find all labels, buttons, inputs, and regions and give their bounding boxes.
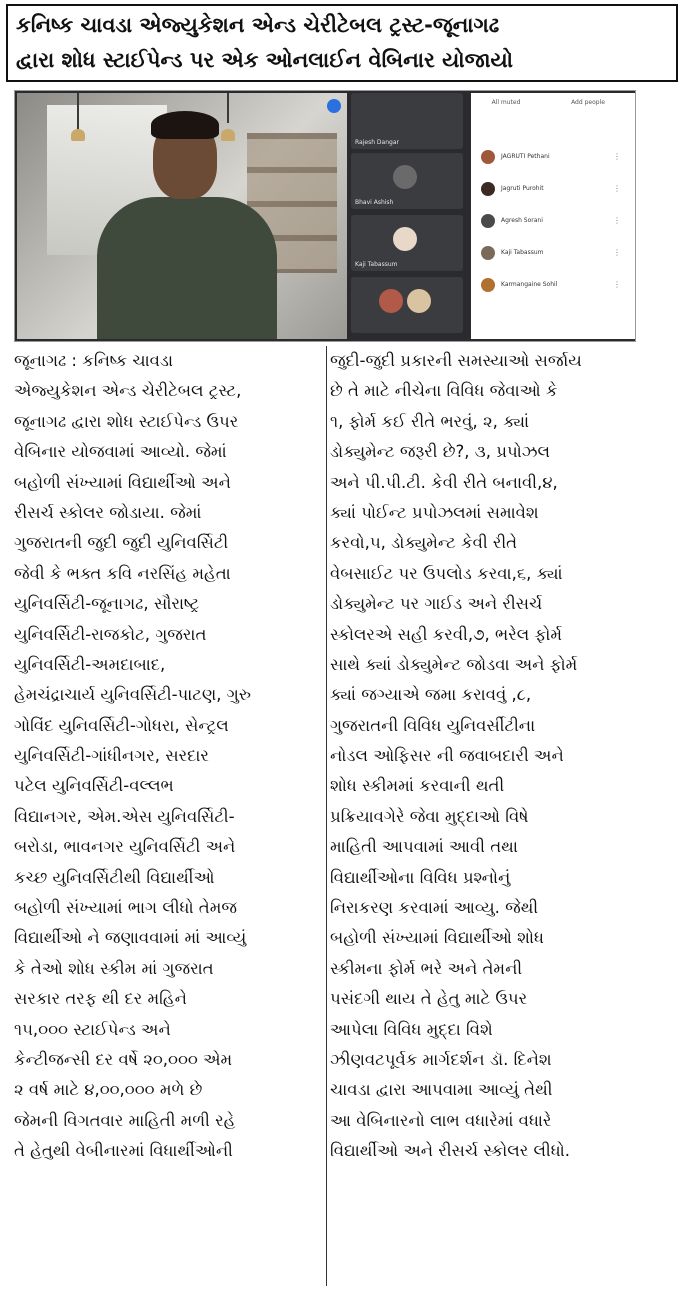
article-line: કેન્ટીજન્સી દર વર્ષે ૨૦,૦૦૦ એમ [14,1049,233,1069]
article-line: યુનિવર્સિટી-અમદાબાદ, [14,654,166,674]
article-line: કચ્છ યુનિવર્સિટીથી વિદ્યાર્થીઓ [14,867,215,887]
participant-tiles [351,93,469,339]
article-line: ૨ વર્ષ માટે ૪,૦૦,૦૦૦ મળે છે [14,1080,203,1100]
participants-panel [471,93,635,339]
participant-row [477,147,627,169]
article-line: જેમની વિગતવાર માહિતી મળી રહે [14,1110,236,1130]
participant-tile [351,93,463,149]
article-line: કરવો,૫, ડોક્યુમેન્ટ કેવી રીતે [330,533,518,553]
participant-row [477,179,627,201]
article-line: વિદ્યાર્થીઓના વિવિધ પ્રશ્નોનું [330,867,511,887]
avatar [481,182,495,196]
article-line: સ્કોલરએ સહી કરવી,૭, ભરેલ ફોર્મ [330,624,563,644]
article-line: જેવી કે ભક્ત કવિ નરસિંહ મહેતા [14,563,231,583]
article-line: વિદ્યાનગર, એમ.એસ યુનિવર્સિટી- [14,806,235,826]
headline-line-1: કનિષ્ક ચાવડા એજ્યુકેશન એન્ડ ચેરીટેબલ ટ્રસ્ટ-જૂનાગઢ [16,13,500,37]
article-line: યુનિવર્સિટી-રાજકોટ, ગુજરાત [14,624,207,644]
article-line: જૂનાગઢ દ્વારા શોધ સ્ટાઈપેન્ડ ઉપર [14,411,239,431]
article-line: જુદી-જુદી પ્રકારની સમસ્યાઓ સર્જાય [330,351,582,370]
article-line: એજ્યુકેશન એન્ડ ચેરીટેબલ ટ્રસ્ટ, [14,381,242,401]
participant-row [477,275,627,297]
article-line: ગુજરાતની જુદી જુદી યુનિવર્સિટી [14,533,229,553]
headline-line-2: દ્વારા શોધ સ્ટાઈપેન્ડ પર એક ઓનલાઈન વેબિનાર યોજાયો [16,48,513,72]
article-line: કે તેઓ શોધ સ્કીમ માં ગુજરાત [14,958,214,978]
avatar [393,227,417,251]
more-icon: ⋮ [613,152,621,161]
participant-name: JAGRUTI Pethani [501,153,550,160]
more-icon: ⋮ [613,248,621,257]
article-line: છે તે માટે નીચેના વિવિધ જેવાઓ કે [330,381,558,401]
webinar-screenshot-photo [14,90,636,342]
article-line: સ્કીમના ફોર્મ ભરે અને તેમની [330,958,523,978]
avatar [481,150,495,164]
article-line: પટેલ યુનિવર્સિટી-વલ્લભ [14,776,174,796]
participant-name: Agresh Sorani [501,217,543,224]
headline-box [6,4,678,82]
participant-tile [351,153,463,209]
article-line: નિરાકરણ કરવામાં આવ્યુ. જેથી [330,898,539,918]
article-line: ક્યાં જગ્યાએ જમા કરાવવું ,૮, [330,685,532,705]
article-line: વેબિનાર યોજવામાં આવ્યો. જેમાં [14,442,227,462]
main-video-feed [17,93,347,339]
article-line: બહોળી સંખ્યામાં ભાગ લીધો તેમજ [14,898,238,918]
participant-tile [351,215,463,271]
article-line: ઝીણવટપૂર્વક માર્ગદર્શન ડૉ. દિનેશ [330,1049,552,1069]
article-line: અને પી.પી.ટી. કેવી રીતે બનાવી,૪, [330,472,558,492]
article-line: વેબસાઈટ પર ઉપલોડ કરવા,૬, ક્યાં [330,563,563,583]
article-line: આપેલા વિવિધ મુદ્દા વિશે [330,1019,493,1039]
participant-tile-name: Bhavi Ashish [355,199,394,206]
article-line: હેમચંદ્રાચાર્ય યુનિવર્સિટી-પાટણ, ગુરુ [14,685,251,705]
article-line: જૂનાગઢ : કનિષ્ક ચાવડા [14,351,174,370]
active-speaker-icon [327,99,341,113]
mute-all-label: All muted [491,99,521,106]
article-line: નોડલ ઓફિસર ની જવાબદારી અને [330,746,564,766]
participant-row [477,243,627,265]
avatar [393,165,417,189]
article-line: તે હેતુથી વેબીનારમાં વિધાર્થીઓની [14,1141,233,1161]
more-icon: ⋮ [613,184,621,193]
more-icon: ⋮ [613,216,621,225]
article-line: શોધ સ્કીમમાં કરવાની થતી [330,776,505,796]
participant-name: Kaji Tabassum [501,249,544,256]
article-line: પસંદગી થાય તે હેતુ માટે ઉપર [330,989,528,1009]
avatar [407,289,431,313]
article-line: રીસર્ચ સ્કોલર જોડાયા. જેમાં [14,502,202,522]
participant-tile-name: Rajesh Dangar [355,139,399,146]
avatar [379,289,403,313]
add-people-label: Add people [571,99,605,106]
speaker-body [97,197,277,339]
participant-row [477,211,627,233]
article-line: ૧૫,૦૦૦ સ્ટાઈપેન્ડ અને [14,1019,171,1039]
article-line: ગોવિંદ યુનિવર્સિટી-ગોધરા, સેન્ટ્રલ [14,715,229,735]
article-line: વિદ્યાર્થીઓ ને જણાવવામાં માં આવ્યું [14,928,247,948]
pendant-lamp-icon [77,93,79,131]
more-icon: ⋮ [613,280,621,289]
article-column-left [14,346,324,1286]
article-line: યુનિવર્સિટી-ગાંધીનગર, સરદાર [14,746,209,766]
article-line: આ વેબિનારનો લાભ વધારેમાં વધારે [330,1110,552,1130]
article-line: સરકાર તરફ થી દર મહિને [14,989,187,1009]
avatar [481,278,495,292]
article-line: ડોક્યુમેન્ટ પર ગાઈડ અને રીસર્ચ [330,594,543,614]
speaker-hair [151,111,219,139]
article-line: યુનિવર્સિટી-જૂનાગઢ, સૌરાષ્ટ્ર [14,594,200,614]
article-line: માહિતી આપવામાં આવી તથા [330,837,518,857]
article-line: બહોળી સંખ્યામાં વિદ્યાર્થીઓ અને [14,472,231,492]
article-line: પ્રક્રિયાવગેરે જેવા મુદ્દાઓ વિષે [330,806,529,826]
participant-name: Jagruti Purohit [501,185,544,192]
article-line: બહોળી સંખ્યામાં વિદ્યાર્થીઓ શોધ [330,928,544,948]
article-body [14,346,640,1286]
article-line: ચાવડા દ્વારા આપવામા આવ્યું તેથી [330,1080,553,1100]
article-line: વિદ્યાર્થીઓ અને રીસર્ચ સ્કોલર લીધો. [330,1141,571,1161]
article-column-right [330,346,640,1286]
article-line: બરોડા, ભાવનગર યુનિવર્સિટી અને [14,837,236,857]
participant-tile-name: Kaji Tabassum [355,261,398,268]
article-line: ૧, ફોર્મ કઈ રીતે ભરવું, ૨, ક્યાં [330,411,530,431]
participant-name: Karmangaine Sohil [501,281,558,288]
next-article-fragment [0,1292,684,1304]
article-line: ડોક્યુમેન્ટ જરૂરી છે?, ૩, પ્રપોઝલ [330,442,550,462]
participant-tile [351,277,463,333]
pendant-lamp-icon [227,93,229,123]
article-line: ક્યાં પોઈન્ટ પ્રપોઝલમાં સમાવેશ [330,502,539,522]
avatar [481,214,495,228]
article-line: સાથે ક્યાં ડોક્યુમેન્ટ જોડવા અને ફોર્મ [330,654,578,674]
avatar [481,246,495,260]
column-divider [326,346,327,1286]
article-line: ગુજરાતની વિવિધ યુનિવર્સીટીના [330,715,536,735]
